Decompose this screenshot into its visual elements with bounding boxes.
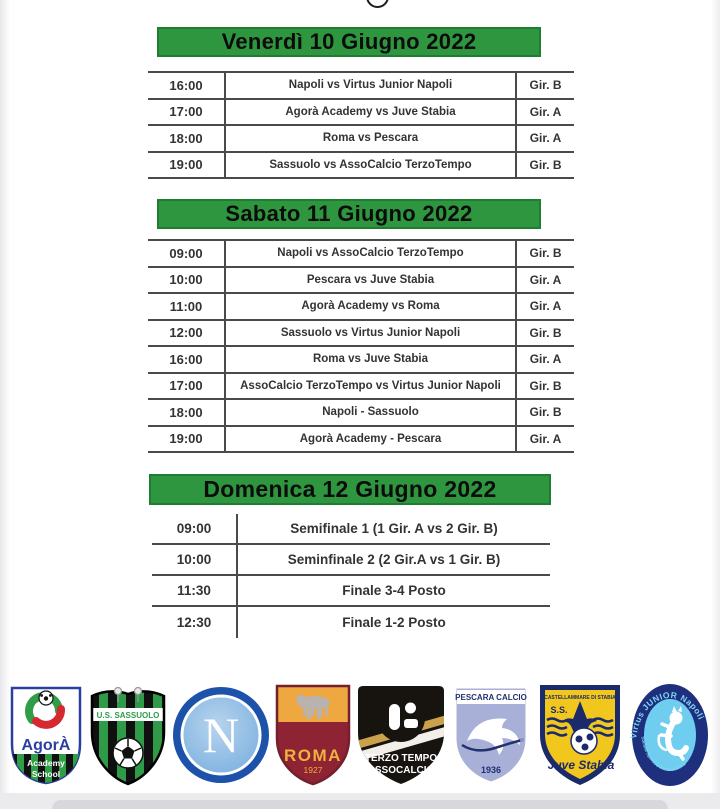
napoli-logo xyxy=(171,685,271,785)
match-row xyxy=(148,400,574,427)
match-name: Seminfinale 2 (2 Gir.A vs 1 Gir. B) xyxy=(287,552,501,567)
match-name: Finale 3-4 Posto xyxy=(342,583,446,598)
virtus-crest-icon xyxy=(628,680,712,790)
match-row xyxy=(148,321,574,348)
match-row xyxy=(152,514,550,545)
match-group: Gir. B xyxy=(515,400,574,425)
saturday-match-table xyxy=(148,239,574,453)
match-group: Gir. B xyxy=(515,153,574,178)
match-name: Agorà Academy vs Juve Stabia xyxy=(285,105,456,118)
virtus-ring-text-bottom: Società Sportiva Dilettantistica xyxy=(640,736,687,773)
match-row xyxy=(152,545,550,576)
sassuolo-logo xyxy=(86,682,170,788)
roma-year: 1927 xyxy=(303,765,323,775)
match-name: AssoCalcio TerzoTempo vs Virtus Junior Napoli xyxy=(240,379,501,392)
virtus-ring-text-top: Virtus JUNIOR Napoli xyxy=(628,689,707,740)
sassuolo-band-text: U.S. SASSUOLO xyxy=(96,711,160,720)
roma-crest-icon xyxy=(273,682,353,788)
roma-logo xyxy=(273,682,353,788)
match-row xyxy=(148,427,574,454)
match-group: Gir. B xyxy=(515,374,574,399)
juve-stabia-ss-text: S.S. xyxy=(550,705,568,715)
friday-match-table xyxy=(148,71,574,179)
day-header-sabato: Sabato 11 Giugno 2022 xyxy=(157,199,541,229)
agora-crest-icon xyxy=(8,684,84,786)
match-time: 09:00 xyxy=(148,241,226,266)
match-time: 10:00 xyxy=(152,545,238,574)
match-row xyxy=(148,241,574,268)
match-name: Roma vs Juve Stabia xyxy=(312,353,429,366)
match-name: Napoli vs AssoCalcio TerzoTempo xyxy=(277,247,464,260)
sunday-finals-table xyxy=(152,514,550,638)
match-name: Pescara vs Juve Stabia xyxy=(306,273,435,286)
match-name: Sassuolo vs Virtus Junior Napoli xyxy=(280,326,461,339)
match-time: 19:00 xyxy=(148,427,226,452)
juve-stabia-script: Juve Stabia xyxy=(547,758,615,772)
match-name: Roma vs Pescara xyxy=(322,132,419,145)
club-logo-strip xyxy=(8,676,712,794)
assocalcio-text: ASSOCALCIO xyxy=(367,765,435,776)
page-edge-right xyxy=(711,0,720,809)
agora-academy-text: Academy xyxy=(27,758,65,768)
match-time: 11:30 xyxy=(152,576,238,605)
match-time: 09:00 xyxy=(152,514,238,543)
match-row xyxy=(152,576,550,607)
match-row xyxy=(148,73,574,100)
match-time: 17:00 xyxy=(148,100,226,125)
match-row xyxy=(148,153,574,180)
match-group: Gir. A xyxy=(515,126,574,151)
match-group: Gir. B xyxy=(515,241,574,266)
terzo-tempo-text: TERZO TEMPO xyxy=(364,753,437,764)
juve-stabia-town-text: CASTELLAMMARE DI STABIA xyxy=(544,695,617,701)
match-time: 16:00 xyxy=(148,347,226,372)
match-name: Finale 1-2 Posto xyxy=(342,615,446,630)
pescara-year: 1936 xyxy=(480,765,501,775)
match-name: Agorà Academy - Pescara xyxy=(299,432,442,445)
match-group: Gir. A xyxy=(515,100,574,125)
roma-wordmark: ROMA xyxy=(284,746,343,765)
match-row xyxy=(148,347,574,374)
match-group: Gir. A xyxy=(515,268,574,293)
agora-wordmark: AgorÀ xyxy=(21,737,71,754)
agora-academy-logo xyxy=(8,684,84,786)
napoli-crest-icon xyxy=(171,685,271,785)
juve-stabia-crest-icon xyxy=(534,679,626,791)
match-time: 19:00 xyxy=(148,153,226,178)
day-header-venerdi: Venerdì 10 Giugno 2022 xyxy=(157,27,541,57)
pescara-logo xyxy=(449,681,533,789)
napoli-letter-n: N xyxy=(203,707,240,763)
bottom-rounded-card-edge xyxy=(52,800,668,809)
match-time: 17:00 xyxy=(148,374,226,399)
pescara-crest-icon xyxy=(449,681,533,789)
match-name: Napoli vs Virtus Junior Napoli xyxy=(288,79,453,92)
match-name: Sassuolo vs AssoCalcio TerzoTempo xyxy=(269,158,472,171)
match-row xyxy=(152,607,550,638)
match-group: Gir. A xyxy=(515,427,574,452)
match-row xyxy=(148,126,574,153)
match-time: 11:00 xyxy=(148,294,226,319)
match-time: 12:00 xyxy=(148,321,226,346)
match-name: Napoli - Sassuolo xyxy=(322,406,419,419)
match-time: 18:00 xyxy=(148,126,226,151)
day-header-domenica: Domenica 12 Giugno 2022 xyxy=(149,474,551,505)
match-time: 10:00 xyxy=(148,268,226,293)
match-time: 16:00 xyxy=(148,73,226,98)
match-time: 18:00 xyxy=(148,400,226,425)
match-group: Gir. A xyxy=(515,347,574,372)
juve-stabia-logo xyxy=(534,679,626,791)
match-row xyxy=(148,294,574,321)
match-group: Gir. B xyxy=(515,73,574,98)
match-name: Semifinale 1 (1 Gir. A vs 2 Gir. B) xyxy=(290,521,498,536)
match-row xyxy=(148,100,574,127)
terzo-tempo-logo xyxy=(355,682,447,788)
match-row xyxy=(148,374,574,401)
match-group: Gir. A xyxy=(515,294,574,319)
pescara-band-text: PESCARA CALCIO xyxy=(454,693,527,702)
match-name: Agorà Academy vs Roma xyxy=(301,300,440,313)
terzo-tempo-crest-icon xyxy=(355,682,447,788)
match-group: Gir. B xyxy=(515,321,574,346)
virtus-junior-napoli-logo xyxy=(628,680,712,790)
sassuolo-crest-icon xyxy=(86,682,170,788)
agora-school-text: School xyxy=(31,769,61,779)
cropped-logo-circle xyxy=(366,0,389,8)
match-row xyxy=(148,268,574,295)
match-time: 12:30 xyxy=(152,607,238,638)
